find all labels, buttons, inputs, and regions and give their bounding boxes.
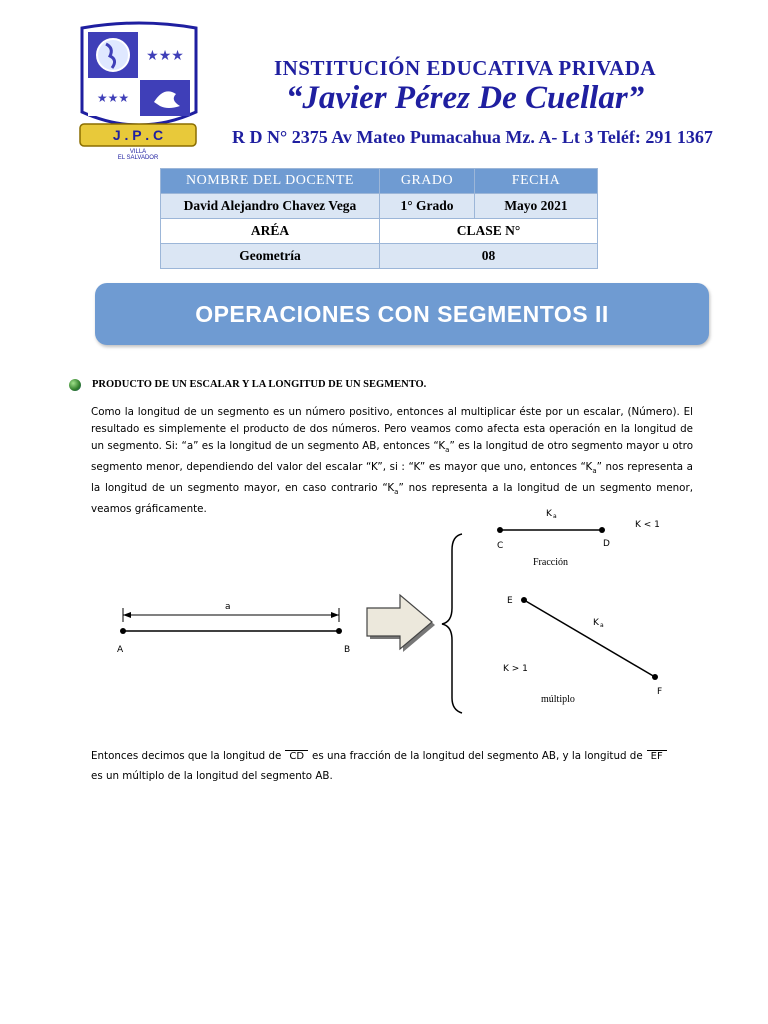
col-fecha: FECHA (475, 169, 598, 194)
conclusion-paragraph: Entonces decimos que la longitud de CD es una fracción de la longitud del segmento AB, y la longitud de EF es un múltiplo de la longitud del segmento AB. (91, 746, 711, 786)
section-heading: PRODUCTO DE UN ESCALAR Y LA LONGITUD DE UN SEGMENTO. (92, 379, 427, 390)
globe-bullet-icon (69, 379, 81, 391)
info-table (160, 168, 598, 269)
svg-text:A: A (117, 645, 124, 655)
svg-text:VILLA: VILLA (129, 149, 147, 155)
svg-text:E: E (507, 596, 513, 606)
cond-less: K < 1 (635, 520, 660, 530)
brace (442, 534, 462, 713)
svg-text:D: D (603, 539, 610, 549)
arrow-right-icon (367, 595, 435, 652)
label-ka2: K (593, 618, 599, 628)
svg-text:C: C (497, 541, 504, 551)
grado-value: 1° Grado (380, 194, 475, 219)
svg-text:EL SALVADOR: EL SALVADOR (117, 155, 159, 160)
cond-more: K > 1 (503, 664, 528, 674)
multiple-label: múltiplo (541, 694, 575, 705)
segment-ef-symbol: EF (647, 750, 667, 763)
svg-text:★★★: ★★★ (146, 48, 184, 64)
docente-value: David Alejandro Chavez Vega (161, 194, 380, 219)
institution-name: “Javier Pérez De Cuellar” (285, 80, 645, 116)
institution-address: R D N° 2375 Av Mateo Pumacahua Mz. A- Lt 3 Teléf: 291 1367 (232, 127, 713, 147)
svg-text:a: a (600, 622, 604, 629)
col-clase: CLASE N° (380, 219, 598, 244)
col-area: ARÉA (161, 219, 380, 244)
svg-text:B: B (344, 645, 351, 655)
col-grado: GRADO (380, 169, 475, 194)
institution-type: INSTITUCIÓN EDUCATIVA PRIVADA (273, 56, 657, 80)
title-banner (95, 283, 709, 345)
point-a (120, 628, 126, 634)
logo-text: J . P . C (112, 127, 164, 143)
section-paragraph: Como la longitud de un segmento es un número positivo, entonces al multiplicar éste por un escalar, (Número). El resultado es simplemente el producto de dos números. Pero veamos como afecta esta operación en la longitud de un segmento. Si: “a” es la longitud de un segmento AB, entonces “$K_a$” es la longitud de otro segmento mayor u otro segmento menor, dependiendo del valor del escalar “K”, si : “K” es mayor que uno, entonces “$K_a$” nos representa a la longitud de un segmento mayor, en caso contrario “$K_a$” nos representa a la longitud de un segmento menor, veamos gráficamente. (91, 406, 693, 516)
svg-text:F: F (657, 687, 663, 697)
col-docente: NOMBRE DEL DOCENTE (161, 169, 380, 194)
segment-diagram (0, 500, 768, 730)
area-value: Geometría (161, 244, 380, 269)
page-title: OPERACIONES CON SEGMENTOS II (195, 300, 609, 327)
svg-text:★★★: ★★★ (96, 91, 130, 105)
segment-ef (524, 600, 655, 677)
label-a: a (225, 602, 231, 612)
clase-value: 08 (380, 244, 598, 269)
fecha-value: Mayo 2021 (475, 194, 598, 219)
point-b (336, 628, 342, 634)
svg-text:a: a (553, 513, 557, 520)
school-logo (76, 20, 202, 160)
label-ka-top: K (546, 509, 552, 519)
segment-cd-symbol: CD (285, 750, 308, 763)
fraction-label: Fracción (533, 557, 568, 568)
